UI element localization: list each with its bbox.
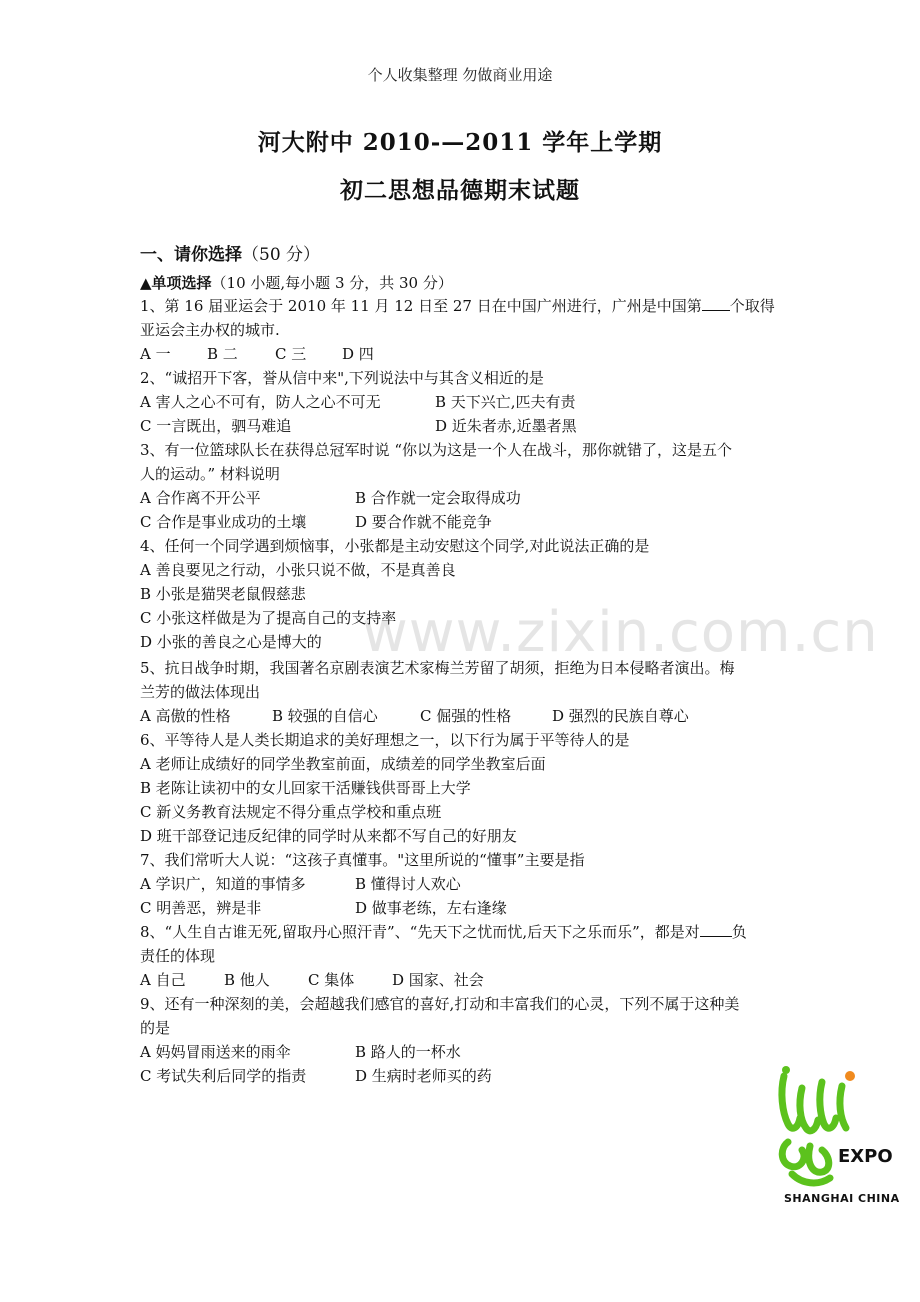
q5-option-d: D 强烈的民族自尊心 bbox=[552, 707, 689, 725]
q4-option-a: A 善良要见之行动，小张只说不做，不是真善良 bbox=[140, 561, 456, 579]
q1-option-c: C 三 bbox=[275, 345, 307, 363]
question-7: 7、我们常听大人说：“这孩子真懂事。"这里所说的“懂事”主要是指 bbox=[140, 851, 585, 869]
section-heading bbox=[140, 240, 320, 265]
q9-option-b: B 路人的一杯水 bbox=[355, 1043, 461, 1061]
question-8-text-end: 负 bbox=[731, 923, 747, 941]
question-9-line2: 的是 bbox=[140, 1019, 171, 1037]
question-5-line2: 兰芳的做法体现出 bbox=[140, 683, 261, 701]
q7-option-a: A 学识广，知道的事情多 bbox=[140, 875, 306, 893]
q2-option-d: D 近朱者赤,近墨者黑 bbox=[435, 417, 577, 435]
question-3-line2: 人的运动。” 材料说明 bbox=[140, 465, 280, 483]
q8-option-b: B 他人 bbox=[224, 971, 270, 989]
q1-option-b: B 二 bbox=[207, 345, 238, 363]
question-1-line2: 亚运会主办权的城市. bbox=[140, 321, 280, 339]
question-2: 2、“诚招开下客，誉从信中来",下列说法中与其含义相近的是 bbox=[140, 369, 544, 387]
q1-option-a: A 一 bbox=[140, 345, 171, 363]
section-title: 一、请你选择 bbox=[140, 245, 242, 265]
watermark: www.zixin.com.cn bbox=[362, 600, 879, 665]
header-note: 个人收集整理 勿做商业用途 bbox=[367, 66, 553, 84]
section-score: （50 分） bbox=[242, 245, 321, 265]
q5-option-c: C 倔强的性格 bbox=[420, 707, 512, 725]
q2-option-a: A 害人之心不可有，防人之心不可无 bbox=[140, 393, 381, 411]
q6-option-a: A 老师让成绩好的同学坐教室前面，成绩差的同学坐教室后面 bbox=[140, 755, 546, 773]
question-1 bbox=[140, 296, 775, 316]
q4-option-d: D 小张的善良之心是博大的 bbox=[140, 633, 322, 651]
q5-option-a: A 高傲的性格 bbox=[140, 707, 231, 725]
q3-option-a: A 合作离不开公平 bbox=[140, 489, 261, 507]
q2-option-b: B 天下兴亡,匹夫有责 bbox=[435, 393, 576, 411]
logo-expo-text: EXPO bbox=[838, 1146, 893, 1167]
q6-option-c: C 新义务教育法规定不得分重点学校和重点班 bbox=[140, 803, 442, 821]
question-8-line2: 责任的体现 bbox=[140, 947, 216, 965]
q4-option-c: C 小张这样做是为了提高自己的支持率 bbox=[140, 609, 397, 627]
dot-icon bbox=[845, 1071, 855, 1081]
question-5: 5、抗日战争时期，我国著名京剧表演艺术家梅兰芳留了胡须，拒绝为日本侵略者演出。梅 bbox=[140, 659, 735, 677]
logo-shanghai-text: SHANGHAI CHINA bbox=[784, 1192, 900, 1205]
dot-icon bbox=[782, 1066, 790, 1074]
q8-option-d: D 国家、社会 bbox=[392, 971, 484, 989]
answer-blank bbox=[700, 922, 732, 937]
q9-option-a: A 妈妈冒雨送来的雨伞 bbox=[140, 1043, 291, 1061]
q1-option-d: D 四 bbox=[342, 345, 374, 363]
question-1-text: 1、第 16 届亚运会于 2010 年 11 月 12 日至 27 日在中国广州进行，广州是中国第 bbox=[140, 297, 702, 315]
q4-option-b: B 小张是猫哭老鼠假慈悲 bbox=[140, 585, 306, 603]
answer-blank bbox=[702, 296, 730, 311]
q3-option-b: B 合作就一定会取得成功 bbox=[355, 489, 521, 507]
question-8-text: 8、“人生自古谁无死,留取丹心照汗青”、“先天下之忧而忧,后天下之乐而乐”，都是对 bbox=[140, 923, 700, 941]
q6-option-b: B 老陈让读初中的女儿回家干活赚钱供哥哥上大学 bbox=[140, 779, 471, 797]
subsection-bold: ▲单项选择 bbox=[140, 274, 212, 292]
q9-option-c: C 考试失利后同学的指责 bbox=[140, 1067, 307, 1085]
question-9: 9、还有一种深刻的美，会超越我们感官的喜好,打动和丰富我们的心灵，下列不属于这种美 bbox=[140, 995, 740, 1013]
question-6: 6、平等待人是人类长期追求的美好理想之一，以下行为属于平等待人的是 bbox=[140, 731, 630, 749]
q7-option-b: B 懂得讨人欢心 bbox=[355, 875, 461, 893]
exam-title-line1: 河大附中 2010-—2011 学年上学期 bbox=[257, 129, 663, 156]
q7-option-c: C 明善恶，辨是非 bbox=[140, 899, 262, 917]
q9-option-d: D 生病时老师买的药 bbox=[355, 1067, 492, 1085]
question-3: 3、有一位篮球队长在获得总冠军时说 “你以为这是一个人在战斗，那你就错了，这是五个 bbox=[140, 441, 732, 459]
q3-option-c: C 合作是事业成功的土壤 bbox=[140, 513, 307, 531]
question-4: 4、任何一个同学遇到烦恼事，小张都是主动安慰这个同学,对此说法正确的是 bbox=[140, 537, 650, 555]
exam-title-line2: 初二思想品德期末试题 bbox=[340, 177, 580, 204]
q8-option-a: A 自己 bbox=[140, 971, 186, 989]
question-1-text-end: 个取得 bbox=[729, 297, 775, 315]
q7-option-d: D 做事老练，左右逢缘 bbox=[355, 899, 507, 917]
q3-option-d: D 要合作就不能竞争 bbox=[355, 513, 492, 531]
expo-logo bbox=[762, 1062, 918, 1222]
subsection-heading bbox=[140, 272, 453, 293]
q6-option-d: D 班干部登记违反纪律的同学时从来都不写自己的好朋友 bbox=[140, 827, 517, 845]
q5-option-b: B 较强的自信心 bbox=[272, 707, 378, 725]
question-8 bbox=[140, 922, 747, 942]
q2-option-c: C 一言既出，驷马难追 bbox=[140, 417, 292, 435]
subsection-rest: （10 小题,每小题 3 分，共 30 分） bbox=[211, 274, 453, 292]
q8-option-c: C 集体 bbox=[308, 971, 355, 989]
